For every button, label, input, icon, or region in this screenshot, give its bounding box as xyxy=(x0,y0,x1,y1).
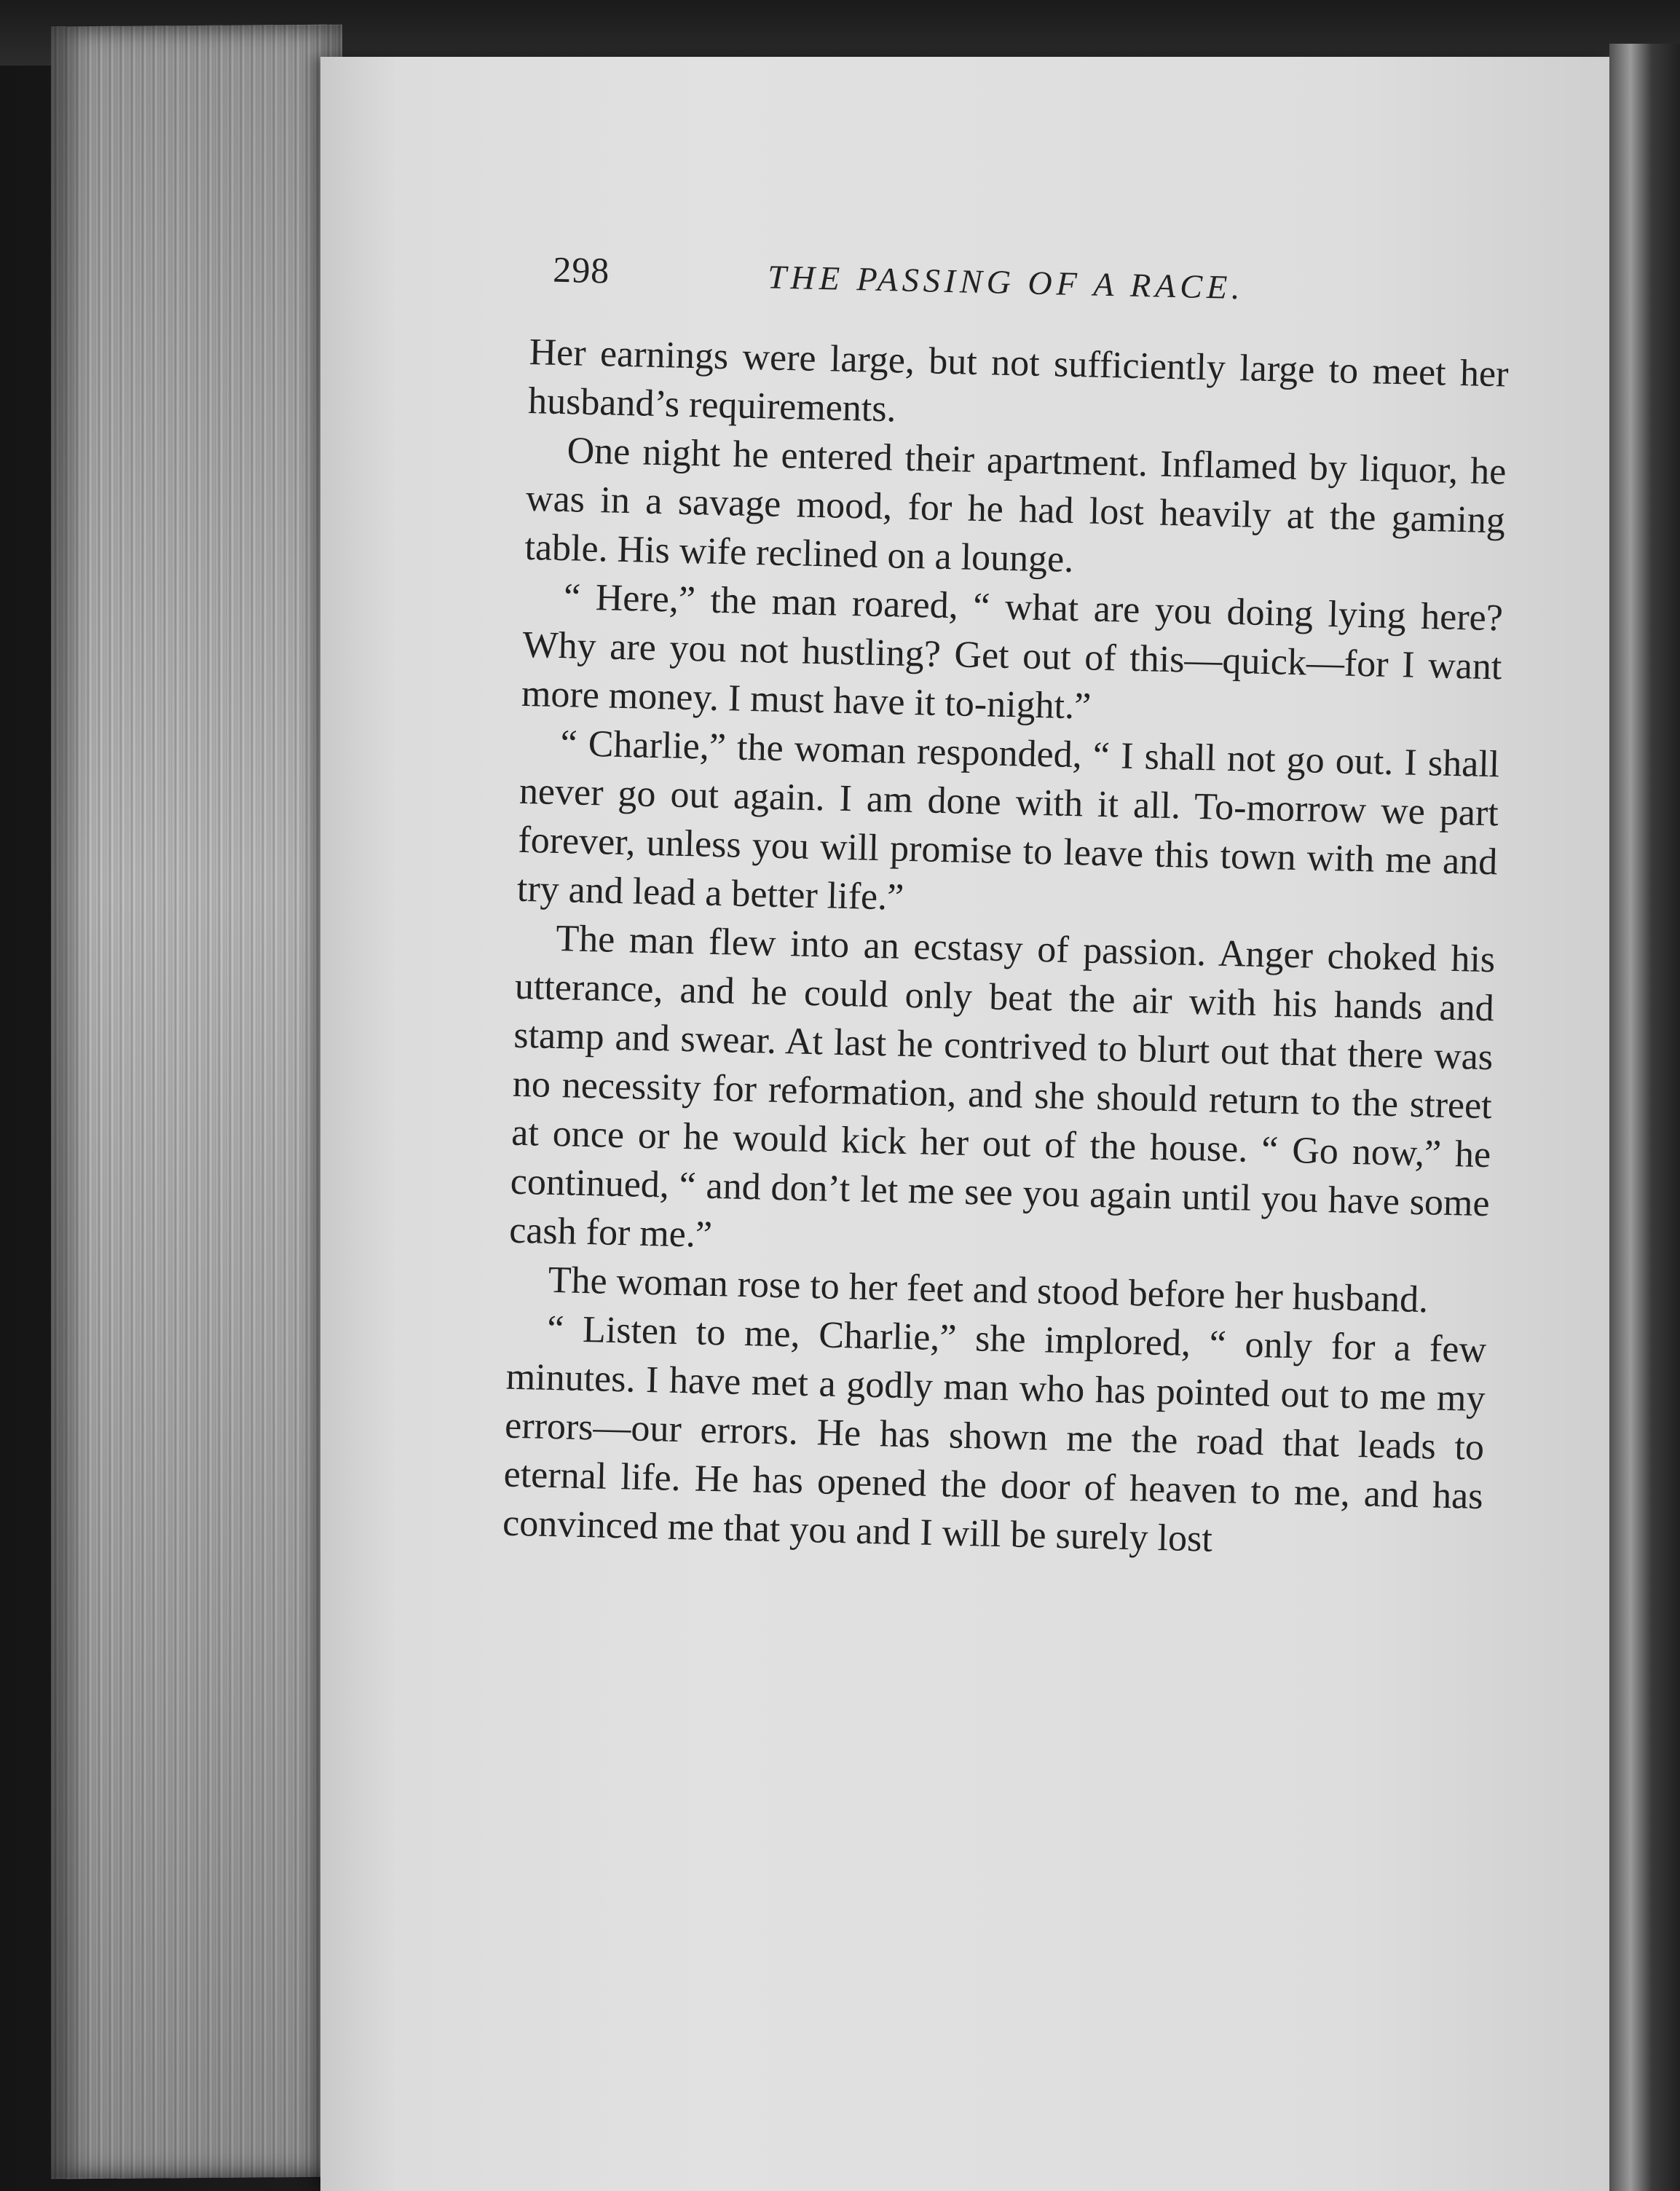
paragraph: “ Here,” the man roared, “ what are you doing lying here? Why are you not hustling? Get out of this—quick—for I want more money. I must have it to-night.” xyxy=(521,576,1504,728)
page-text-block xyxy=(502,248,1511,1570)
page-edges-shading xyxy=(51,25,342,2178)
body-text xyxy=(502,328,1510,1570)
paragraph: “ Charlie,” the woman responded, “ I shall not go out. I shall never go out again. I am done with it all. To-morrow we part forever, unless you will promise to leave this town with me and try and lead a better life.” xyxy=(516,723,1500,919)
page-number: 298 xyxy=(552,248,610,291)
paragraph: One night he entered their apartment. Inflamed by liquor, he was in a savage mood, for he had lost heavily at the gaming table. His wife reclined on a lounge. xyxy=(524,430,1507,581)
running-title: THE PASSING OF A RACE. xyxy=(767,258,1245,307)
paragraph: Her earnings were large, but not sufficiently large to meet her husband’s requirements. xyxy=(527,331,1510,430)
paragraph: The man flew into an ecstasy of passion. Anger choked his utterance, and he could only beat the air with his hands and stamp and swear. At last he contrived to blurt out that there was no necessity for reformation, and she should return to the street at once or he would kick her out of the house. “ Go now,” he continued, “ and don’t let me see you again until you have some cash for me.” xyxy=(508,918,1496,1256)
right-page-edge xyxy=(1609,44,1680,2191)
paragraph: “ Listen to me, Charlie,” she implored, “ only for a few minutes. I have met a godly man who has pointed out to me my errors—our errors. He has shown me the road that leads to eternal life. He has opened the door of heaven to me, and has convinced me that you and I will be surely lost xyxy=(502,1307,1487,1560)
paragraph: The woman rose to her feet and stood before her husband. xyxy=(548,1259,1429,1321)
